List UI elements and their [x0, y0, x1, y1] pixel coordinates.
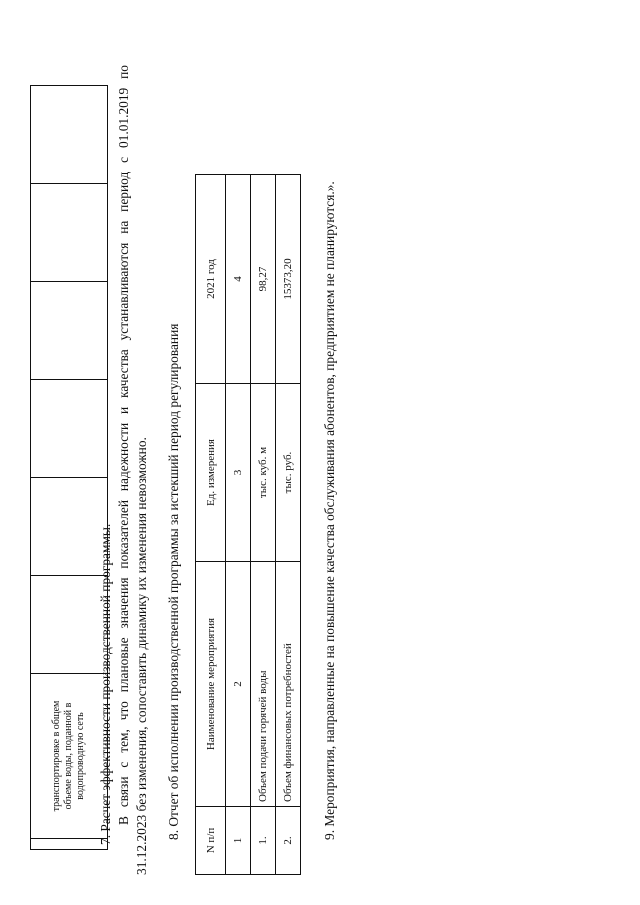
column-number-cell: 2	[226, 562, 251, 807]
column-number-cell: 3	[226, 384, 251, 562]
row-value-cell: 98,27	[251, 175, 276, 384]
section-9-text: 9. Мероприятия, направленные на повышение качества обслуживания абонентов, предприятием не планируются.».	[322, 181, 337, 840]
row-unit-cell: тыс. руб.	[276, 384, 301, 562]
row-value-cell: 15373,20	[276, 175, 301, 384]
header-cell-number: N п/п	[196, 807, 226, 875]
table-column-number-row	[226, 175, 251, 875]
row-number-cell: 1.	[251, 807, 276, 875]
column-number-cell: 1	[226, 807, 251, 875]
section-8-heading: 8. Отчет об исполнении производственной программы за истекший период регулирования	[166, 323, 181, 840]
table-cell-empty	[31, 86, 108, 184]
header-cell-name: Наименование мероприятия	[196, 562, 226, 807]
report-table	[195, 174, 301, 875]
continuation-table	[30, 85, 108, 850]
section-7-heading: 7. Расчет эффективности производственной программы.	[98, 523, 113, 845]
section-7-text-line-1: В связи с тем, что плановые значения показателей надежности и качества устанавливаются на период с 01.01.2019 по	[116, 65, 131, 825]
table-cell-empty	[31, 380, 108, 478]
table-cell-empty	[31, 184, 108, 282]
section-7-text-line-2: 31.12.2023 без изменения, сопоставить динамику их изменения невозможно.	[134, 437, 149, 875]
name-line: транспортировке в общем	[51, 700, 62, 812]
row-name-cell: Объем финансовых потребностей	[276, 562, 301, 807]
table-row	[276, 175, 301, 875]
row-unit-cell: тыс. куб. м	[251, 384, 276, 562]
table-cell-empty	[31, 478, 108, 576]
table-cell-empty	[31, 576, 108, 674]
header-cell-year: 2021 год	[196, 175, 226, 384]
row-name-cell: Объем подачи горячей воды	[251, 562, 276, 807]
column-number-cell: 4	[226, 175, 251, 384]
table-header-row	[196, 175, 226, 875]
table-cell-empty	[31, 282, 108, 380]
row-number-cell: 2.	[276, 807, 301, 875]
header-cell-unit: Ед. измерения	[196, 384, 226, 562]
table-cell-index	[31, 839, 108, 850]
table-row	[251, 175, 276, 875]
table-row	[31, 86, 108, 850]
name-line: водопроводную сеть	[75, 712, 86, 800]
name-line: объеме воды, поданной в	[63, 702, 74, 810]
table-cell-name	[31, 674, 108, 839]
